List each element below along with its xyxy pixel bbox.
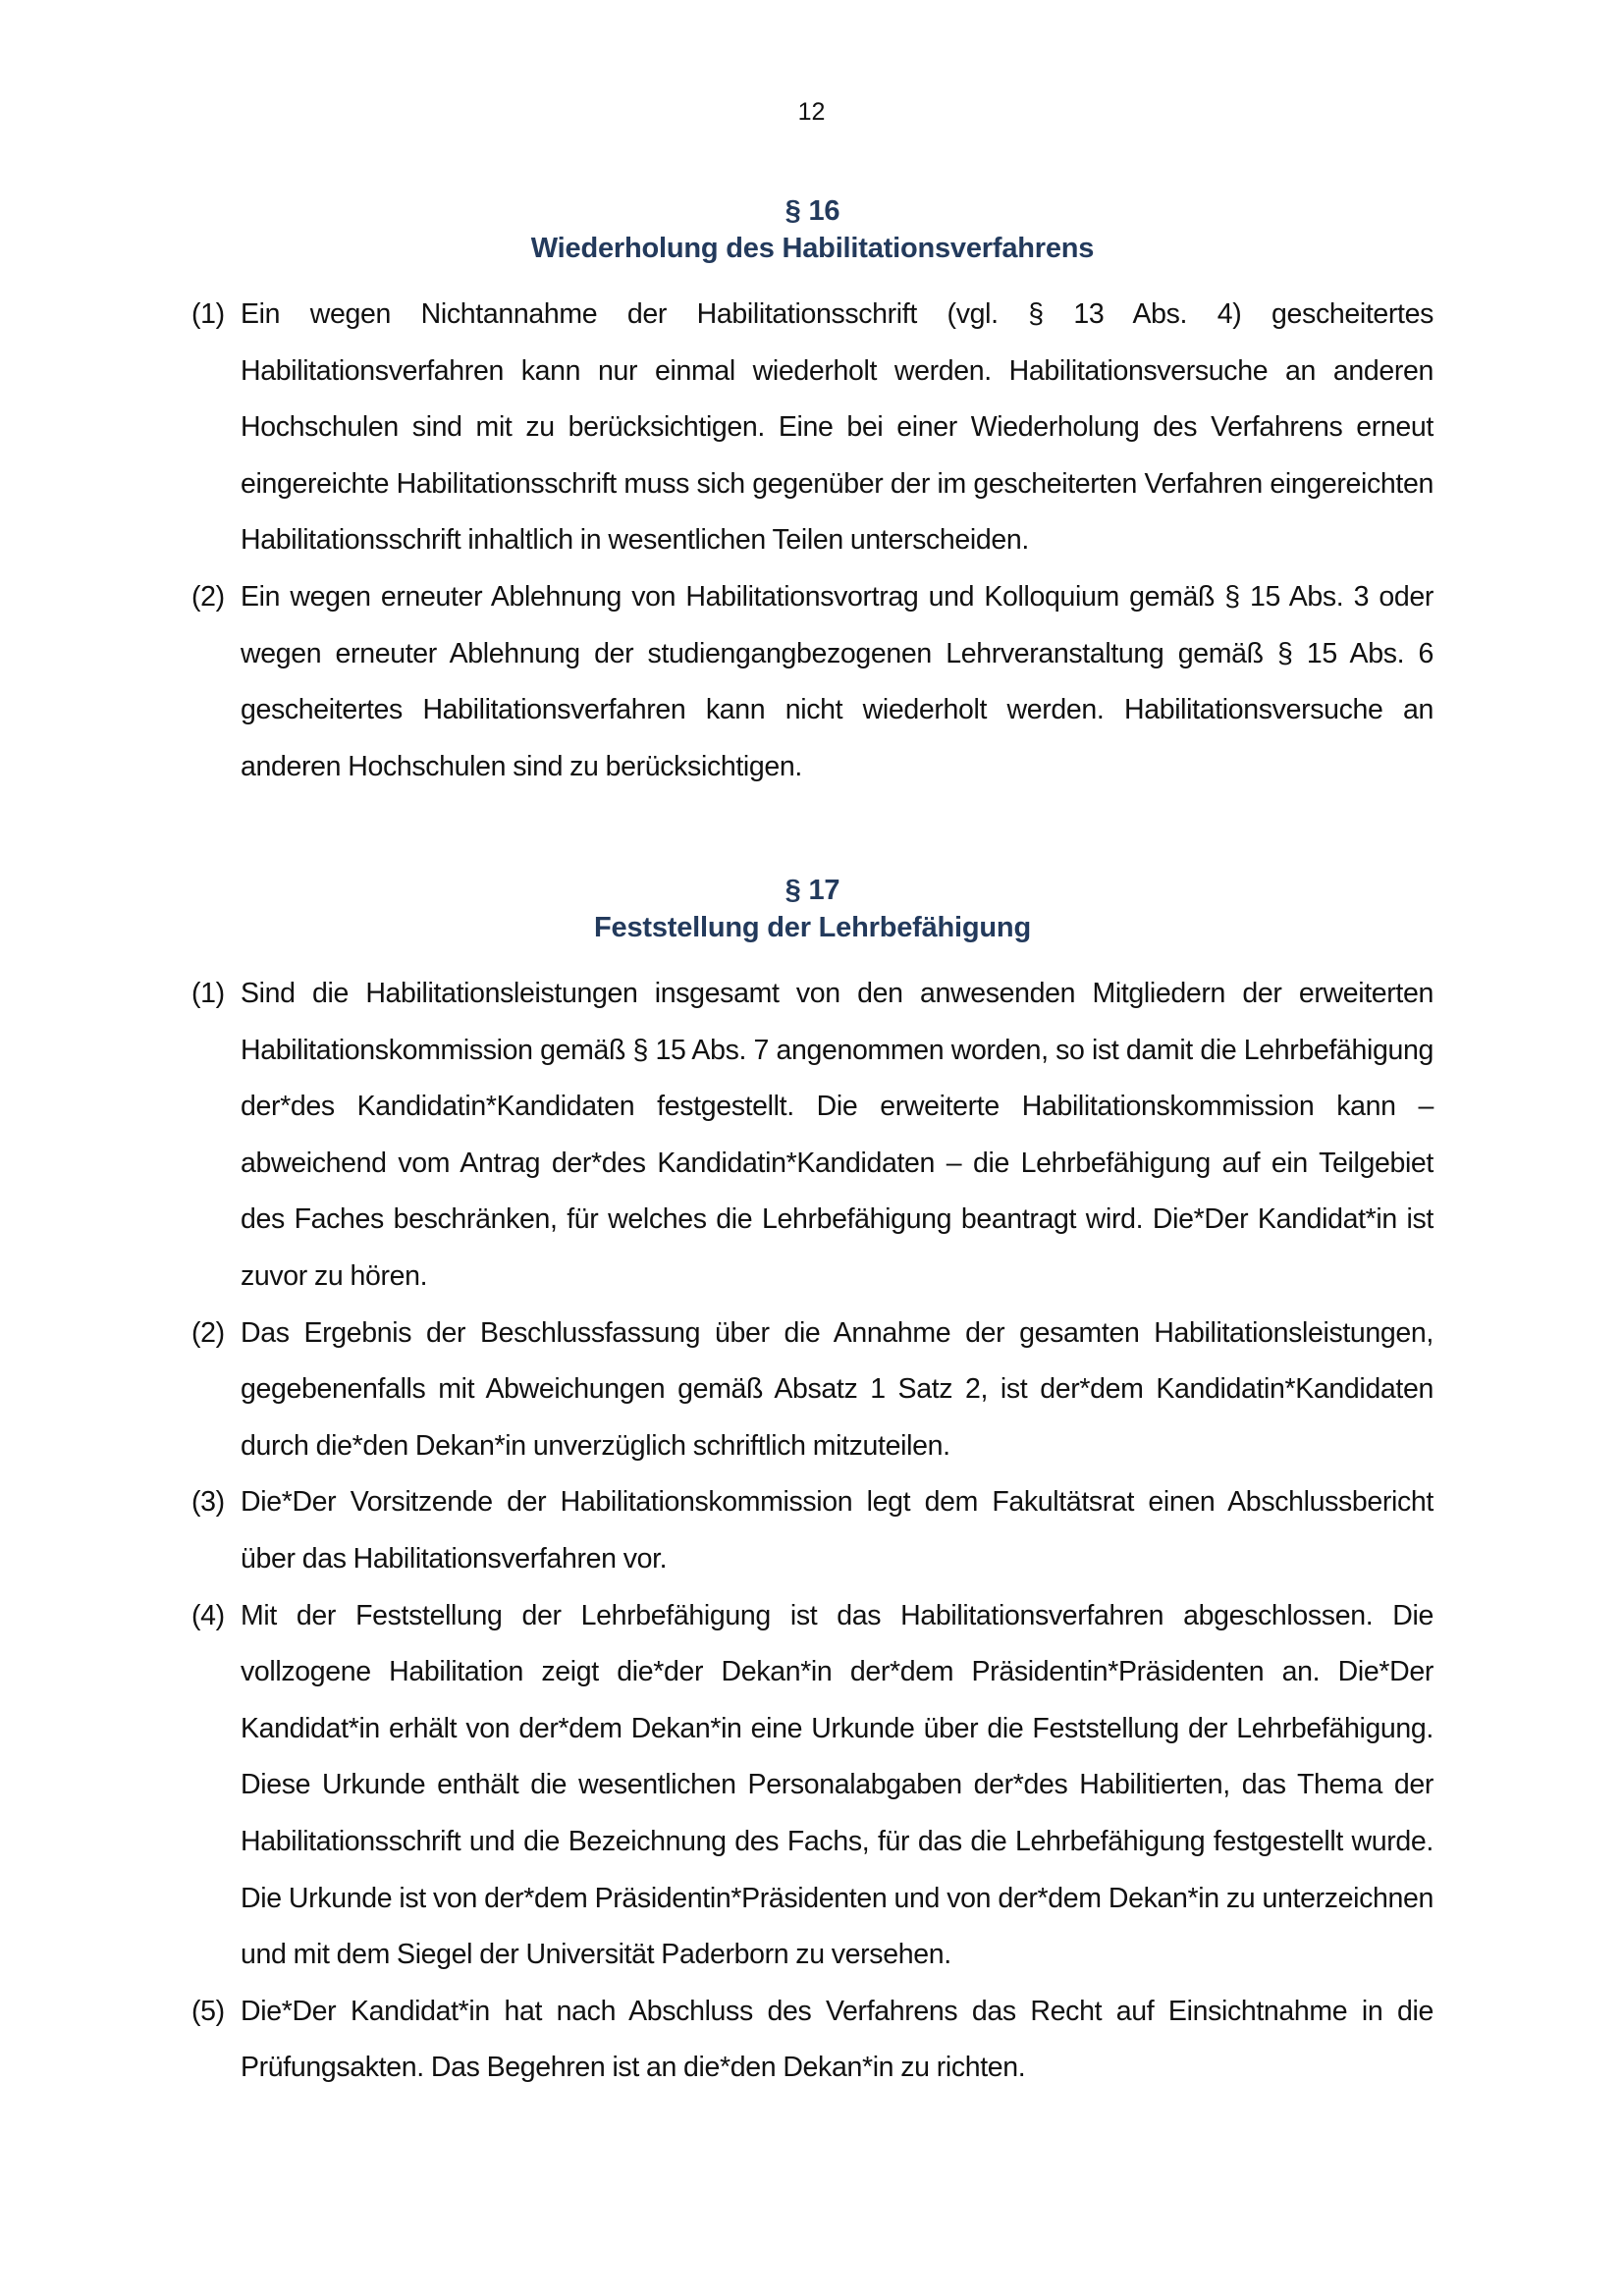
- paragraph: [191, 1588, 1434, 1984]
- paragraph-text: Sind die Habilitationsleistungen insgesamt von den anwesenden Mitgliedern der erweiterten Habilitationskommission gemäß § 15 Abs. 7 angenommen worden, so ist damit die Lehrbefähigung der*des Kandidatin*Kandidaten festgestellt. Die erweiterte Habilitationskommission kann – abweichend vom Antrag der*des Kandidatin*Kandidaten – die Lehrbefähigung auf ein Teilgebiet des Faches beschränken, für welches die Lehrbefähigung beantragt wird. Die*Der Kandidat*in ist zuvor zu hören.: [241, 978, 1434, 1292]
- section-symbol: § 17: [784, 875, 840, 906]
- section-symbol: § 16: [784, 195, 840, 227]
- paragraph-text: Mit der Feststellung der Lehrbefähigung ist das Habilitationsverfahren abgeschlossen. Die vollzogene Habilitation zeigt die*der Dekan*in der*dem Präsidentin*Präsidenten an. Die*Der Kandidat*in erhält von der*dem Dekan*in eine Urkunde über die Feststellung der Lehrbefähigung. Diese Urkunde enthält die wesentlichen Personalabgaben der*des Habilitierten, das Thema der Habilitationsschrift und die Bezeichnung des Fachs, für das die Lehrbefähigung festgestellt wurde. Die Urkunde ist von der*dem Präsidentin*Präsidenten und von der*dem Dekan*in zu unterzeichnen und mit dem Siegel der Universität Paderborn zu versehen.: [241, 1599, 1434, 1971]
- section-17: [191, 872, 1434, 2097]
- paragraph: [191, 1474, 1434, 1587]
- section-16: [191, 192, 1434, 795]
- paragraph-text: Das Ergebnis der Beschlussfassung über die Annahme der gesamten Habilitationsleistungen, gegebenenfalls mit Abweichungen gemäß Absatz 1 Satz 2, ist der*dem Kandidatin*Kandidaten durch die*den Dekan*in unverzüglich schriftlich mitzuteilen.: [241, 1316, 1434, 1462]
- paragraph-number: (1): [191, 298, 225, 330]
- page-number: 12: [797, 98, 826, 126]
- paragraph: [191, 287, 1434, 569]
- paragraph-list: [191, 966, 1434, 2097]
- paragraph: [191, 1306, 1434, 1475]
- paragraph-number: (1): [191, 978, 225, 1009]
- paragraph-number: (4): [191, 1599, 225, 1631]
- paragraph-number: (2): [191, 580, 225, 613]
- section-title: Wiederholung des Habilitationsverfahrens: [530, 233, 1095, 264]
- paragraph-list: [191, 287, 1434, 795]
- paragraph: [191, 569, 1434, 795]
- paragraph-text: Die*Der Kandidat*in hat nach Abschluss des Verfahrens das Recht auf Einsichtnahme in die Prüfungsakten. Das Begehren ist an die*den Dekan*in zu richten.: [241, 1995, 1434, 2084]
- paragraph-number: (3): [191, 1486, 225, 1519]
- paragraph-text: Die*Der Vorsitzende der Habilitationskommission legt dem Fakultätsrat einen Abschlussbericht über das Habilitationsverfahren vor.: [241, 1486, 1434, 1575]
- paragraph-number: (2): [191, 1316, 225, 1349]
- paragraph: [191, 966, 1434, 1306]
- paragraph-text: Ein wegen erneuter Ablehnung von Habilitationsvortrag und Kolloquium gemäß § 15 Abs. 3 oder wegen erneuter Ablehnung der studiengangbezogenen Lehrveranstaltung gemäß § 15 Abs. 6 gescheitertes Habilitationsverfahren kann nicht wiederholt werden. Habilitationsversuche an anderen Hochschulen sind zu berücksichtigen.: [241, 580, 1434, 782]
- paragraph-text: Ein wegen Nichtannahme der Habilitationsschrift (vgl. § 13 Abs. 4) gescheitertes Habilitationsverfahren kann nur einmal wiederholt werden. Habilitationsversuche an anderen Hochschulen sind mit zu berücksichtigen. Eine bei einer Wiederholung des Verfahrens erneut eingereichte Habilitationsschrift muss sich gegenüber der im gescheiterten Verfahren eingereichten Habilitationsschrift inhaltlich in wesentlichen Teilen unterscheiden.: [241, 298, 1434, 557]
- section-title: Feststellung der Lehrbefähigung: [594, 912, 1031, 943]
- paragraph: [191, 1984, 1434, 2097]
- paragraph-number: (5): [191, 1995, 225, 2027]
